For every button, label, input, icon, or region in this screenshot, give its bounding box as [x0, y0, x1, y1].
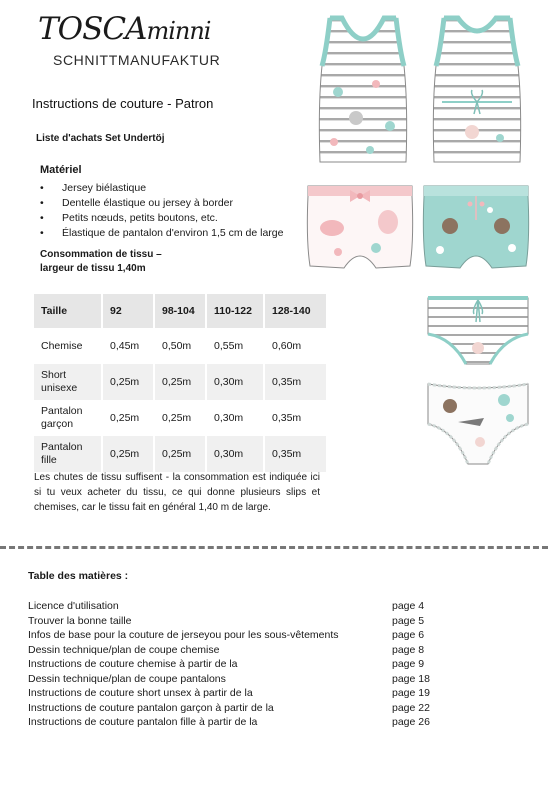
- table-cell: 0,30m: [206, 364, 264, 400]
- toc-entry: [28, 701, 448, 716]
- table-row: [34, 328, 326, 364]
- briefs-striped-illustration: [424, 294, 532, 370]
- toc-page: page 5: [392, 614, 425, 627]
- consumption-line: Consommation de tissu –: [40, 249, 162, 260]
- section-divider: [0, 546, 548, 549]
- table-cell: 0,60m: [264, 328, 326, 364]
- toc-page: page 4: [392, 600, 425, 612]
- materials-item: [40, 211, 283, 226]
- toc-label: Instructions de couture pantalon fille à partir de la: [28, 716, 258, 728]
- table-cell: 0,30m: [206, 400, 264, 436]
- toc-page: page 9: [392, 658, 425, 670]
- table-cell: 0,50m: [154, 328, 206, 364]
- bullet-icon: •: [40, 182, 44, 194]
- materials-item: [40, 181, 283, 196]
- table-header-cell: 92: [102, 294, 154, 328]
- table-cell: Chemise: [41, 339, 83, 352]
- tank-top-front-illustration: [308, 14, 418, 166]
- bullet-icon: •: [40, 212, 44, 224]
- table-cell: Pantalon fille: [34, 436, 102, 472]
- toc-label: Dessin technique/plan de coupe chemise: [28, 643, 220, 656]
- table-row: [34, 400, 326, 436]
- table-cell: 0,25m: [102, 436, 154, 472]
- brand-logo: [38, 10, 238, 68]
- table-cell: 0,25m: [154, 364, 206, 400]
- table-cell: 0,25m: [154, 436, 206, 472]
- briefs-girl-illustration: [424, 378, 532, 470]
- toc-entry: [28, 715, 448, 730]
- toc-entry: [28, 686, 448, 701]
- materials-item-text: Dentelle élastique ou jersey à border: [62, 197, 234, 209]
- logo-script: [38, 10, 238, 50]
- table-row: [34, 364, 326, 400]
- materials-item: [40, 226, 283, 241]
- instructions-title: Instructions de couture - Patron: [32, 96, 214, 111]
- logo-subtitle: SCHNITTMANUFAKTUR: [53, 52, 221, 68]
- materials-title: Matériel: [40, 164, 82, 176]
- toc-label: Trouver la bonne taille: [28, 614, 132, 627]
- materials-list: [40, 181, 283, 241]
- table-cell: 0,35m: [264, 436, 326, 472]
- table-header-cell: 128-140: [264, 294, 326, 328]
- toc-label: Dessin technique/plan de coupe pantalons: [28, 672, 226, 685]
- shorts-pink-illustration: [304, 180, 416, 274]
- table-cell: 0,35m: [264, 364, 326, 400]
- materials-item-text: Élastique de pantalon d'environ 1,5 cm de large: [62, 227, 284, 239]
- logo-script-tail: minni: [146, 17, 211, 45]
- table-cell: 0,35m: [264, 400, 326, 436]
- materials-item-text: Jersey biélastique: [62, 182, 147, 194]
- toc-page: page 22: [392, 701, 430, 714]
- bullet-icon: •: [40, 227, 44, 239]
- fabric-note: Les chutes de tissu suffisent - la consommation est indiquée ici si tu veux acheter du tissu, ce qui donne plusieurs slips et chemises, car le tissu fait en général 1,40 m de large.: [34, 472, 320, 513]
- table-row: [34, 436, 326, 472]
- fabric-consumption-table: [34, 294, 326, 472]
- consumption-line: largeur de tissu 1,40m: [40, 263, 146, 274]
- materials-item-text: Petits nœuds, petits boutons, etc.: [62, 212, 218, 224]
- table-cell: 0,25m: [154, 400, 206, 436]
- table-cell: 0,55m: [206, 328, 264, 364]
- table-of-contents: [28, 599, 448, 730]
- table-cell: 0,45m: [102, 328, 154, 364]
- toc-entry: [28, 628, 448, 643]
- toc-entry: [28, 599, 448, 614]
- table-cell: Short unisexe: [34, 364, 102, 400]
- toc-page: page 26: [392, 716, 430, 728]
- toc-label: Instructions de couture short unsex à partir de la: [28, 687, 253, 699]
- toc-entry: [28, 672, 448, 687]
- shopping-list-title: Liste d'achats Set Undertöj: [36, 133, 165, 144]
- table-header-row: [34, 294, 326, 328]
- toc-title: Table des matières :: [28, 570, 129, 582]
- logo-script-main: TOSCA: [38, 11, 147, 47]
- toc-page: page 19: [392, 687, 430, 699]
- toc-page: page 18: [392, 672, 430, 685]
- table-header-cell: 98-104: [154, 294, 206, 328]
- toc-page: page 8: [392, 643, 425, 656]
- table-header-cell: Taille: [34, 294, 102, 328]
- table-cell: 0,25m: [102, 364, 154, 400]
- table-cell: 0,25m: [102, 400, 154, 436]
- table-cell: Pantalon garçon: [41, 405, 83, 430]
- tank-top-back-illustration: [422, 14, 532, 166]
- toc-label: Instructions de couture pantalon garçon à partir de la: [28, 701, 274, 714]
- toc-label: Licence d'utilisation: [28, 600, 119, 612]
- toc-entry: [28, 643, 448, 658]
- toc-page: page 6: [392, 629, 425, 641]
- table-header-cell: 110-122: [206, 294, 264, 328]
- toc-entry: [28, 614, 448, 629]
- bullet-icon: •: [40, 197, 44, 209]
- toc-label: Infos de base pour la couture de jerseyou pour les sous-vêtements: [28, 629, 339, 641]
- shorts-mint-illustration: [420, 180, 532, 274]
- toc-label: Instructions de couture chemise à partir de la: [28, 658, 238, 670]
- table-cell: 0,30m: [206, 436, 264, 472]
- materials-item: [40, 196, 283, 211]
- toc-entry: [28, 657, 448, 672]
- fabric-consumption-heading: [40, 248, 162, 276]
